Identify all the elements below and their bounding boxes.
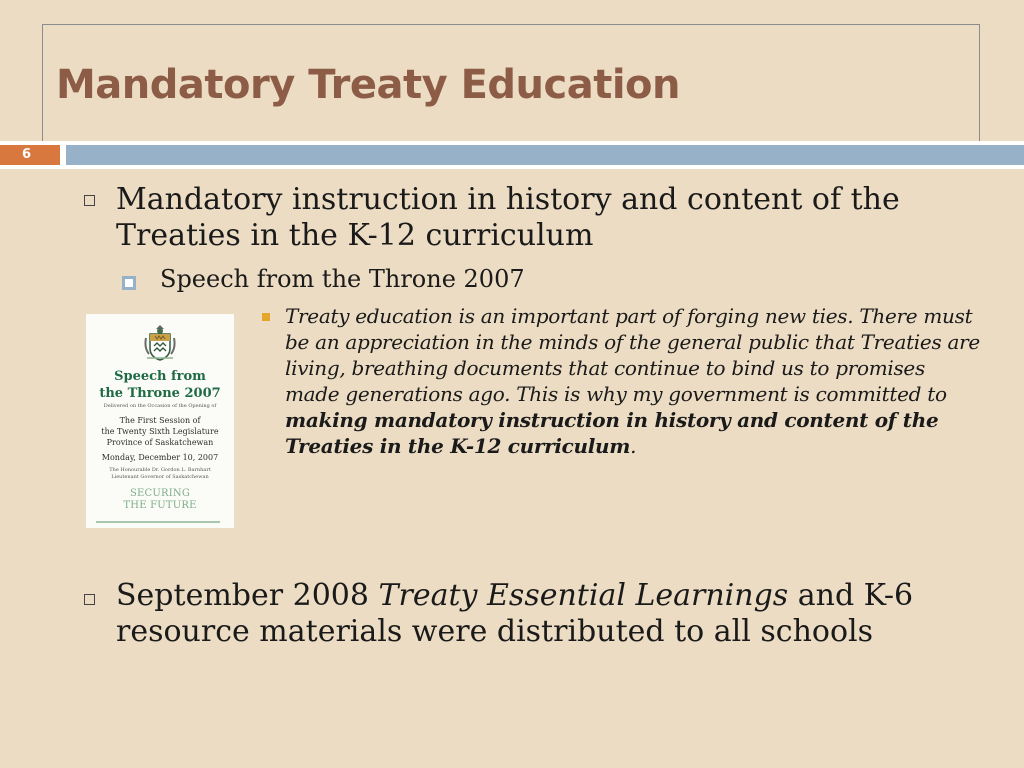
bullet-september-pre: September 2008 <box>116 578 379 613</box>
cover-session-line2: the Twenty Sixth Legislature <box>101 427 219 436</box>
speech-cover-image <box>86 314 234 528</box>
cover-divider <box>96 521 220 523</box>
cover-session <box>86 415 234 448</box>
cover-governor-line2: Lieutenant Governor of Saskatchewan <box>111 474 209 480</box>
cover-session-line1: The First Session of <box>119 416 201 425</box>
cover-tagline-line2: THE FUTURE <box>123 500 197 511</box>
bullet-marker <box>84 594 95 605</box>
slide-number: 6 <box>22 147 32 162</box>
saskatchewan-crest-icon <box>143 324 177 362</box>
cover-title-line2: the Throne 2007 <box>99 386 221 401</box>
cover-governor <box>86 467 234 481</box>
cover-tagline <box>86 488 234 512</box>
cover-title <box>86 368 234 402</box>
quote-bullet-marker <box>262 313 270 321</box>
cover-governor-line1: The Honourable Dr. Gordon L. Barnhart <box>109 467 211 473</box>
slide-title: Mandatory Treaty Education <box>56 62 681 108</box>
cover-delivered: Delivered on the Occasion of the Opening of <box>103 403 217 409</box>
bullet-mandatory-instruction: Mandatory instruction in history and content of the Treaties in the K-12 curriculum <box>116 182 900 253</box>
bullet-september-post: and K-6 resource materials were distributed to all schools <box>116 578 914 649</box>
sub-bullet-speech: Speech from the Throne 2007 <box>160 265 525 293</box>
quote-emphasis: making mandatory instruction in history and content of the Treaties in the K-12 curriculum <box>285 408 939 458</box>
cover-session-line3: Province of Saskatchewan <box>106 438 214 447</box>
bullet-september-2008 <box>116 578 996 650</box>
sub-bullet-marker <box>122 276 136 290</box>
cover-date: Monday, December 10, 2007 <box>101 453 219 462</box>
bullet-marker <box>84 195 95 206</box>
quote-text: Treaty education is an important part of forging new ties. There must be an appreciation in the minds of the general public that Treaties are living, breathing documents that continue to bind us to promises made generations ago. This is why my government is committed to <box>285 304 980 406</box>
quote-end: . <box>630 434 637 458</box>
cover-tagline-line1: SECURING <box>129 488 191 499</box>
cover-title-line1: Speech from <box>114 369 206 384</box>
bullet-september-title: Treaty Essential Learnings <box>378 578 789 613</box>
header-band-blue <box>66 145 1024 165</box>
speech-quote <box>285 303 985 459</box>
